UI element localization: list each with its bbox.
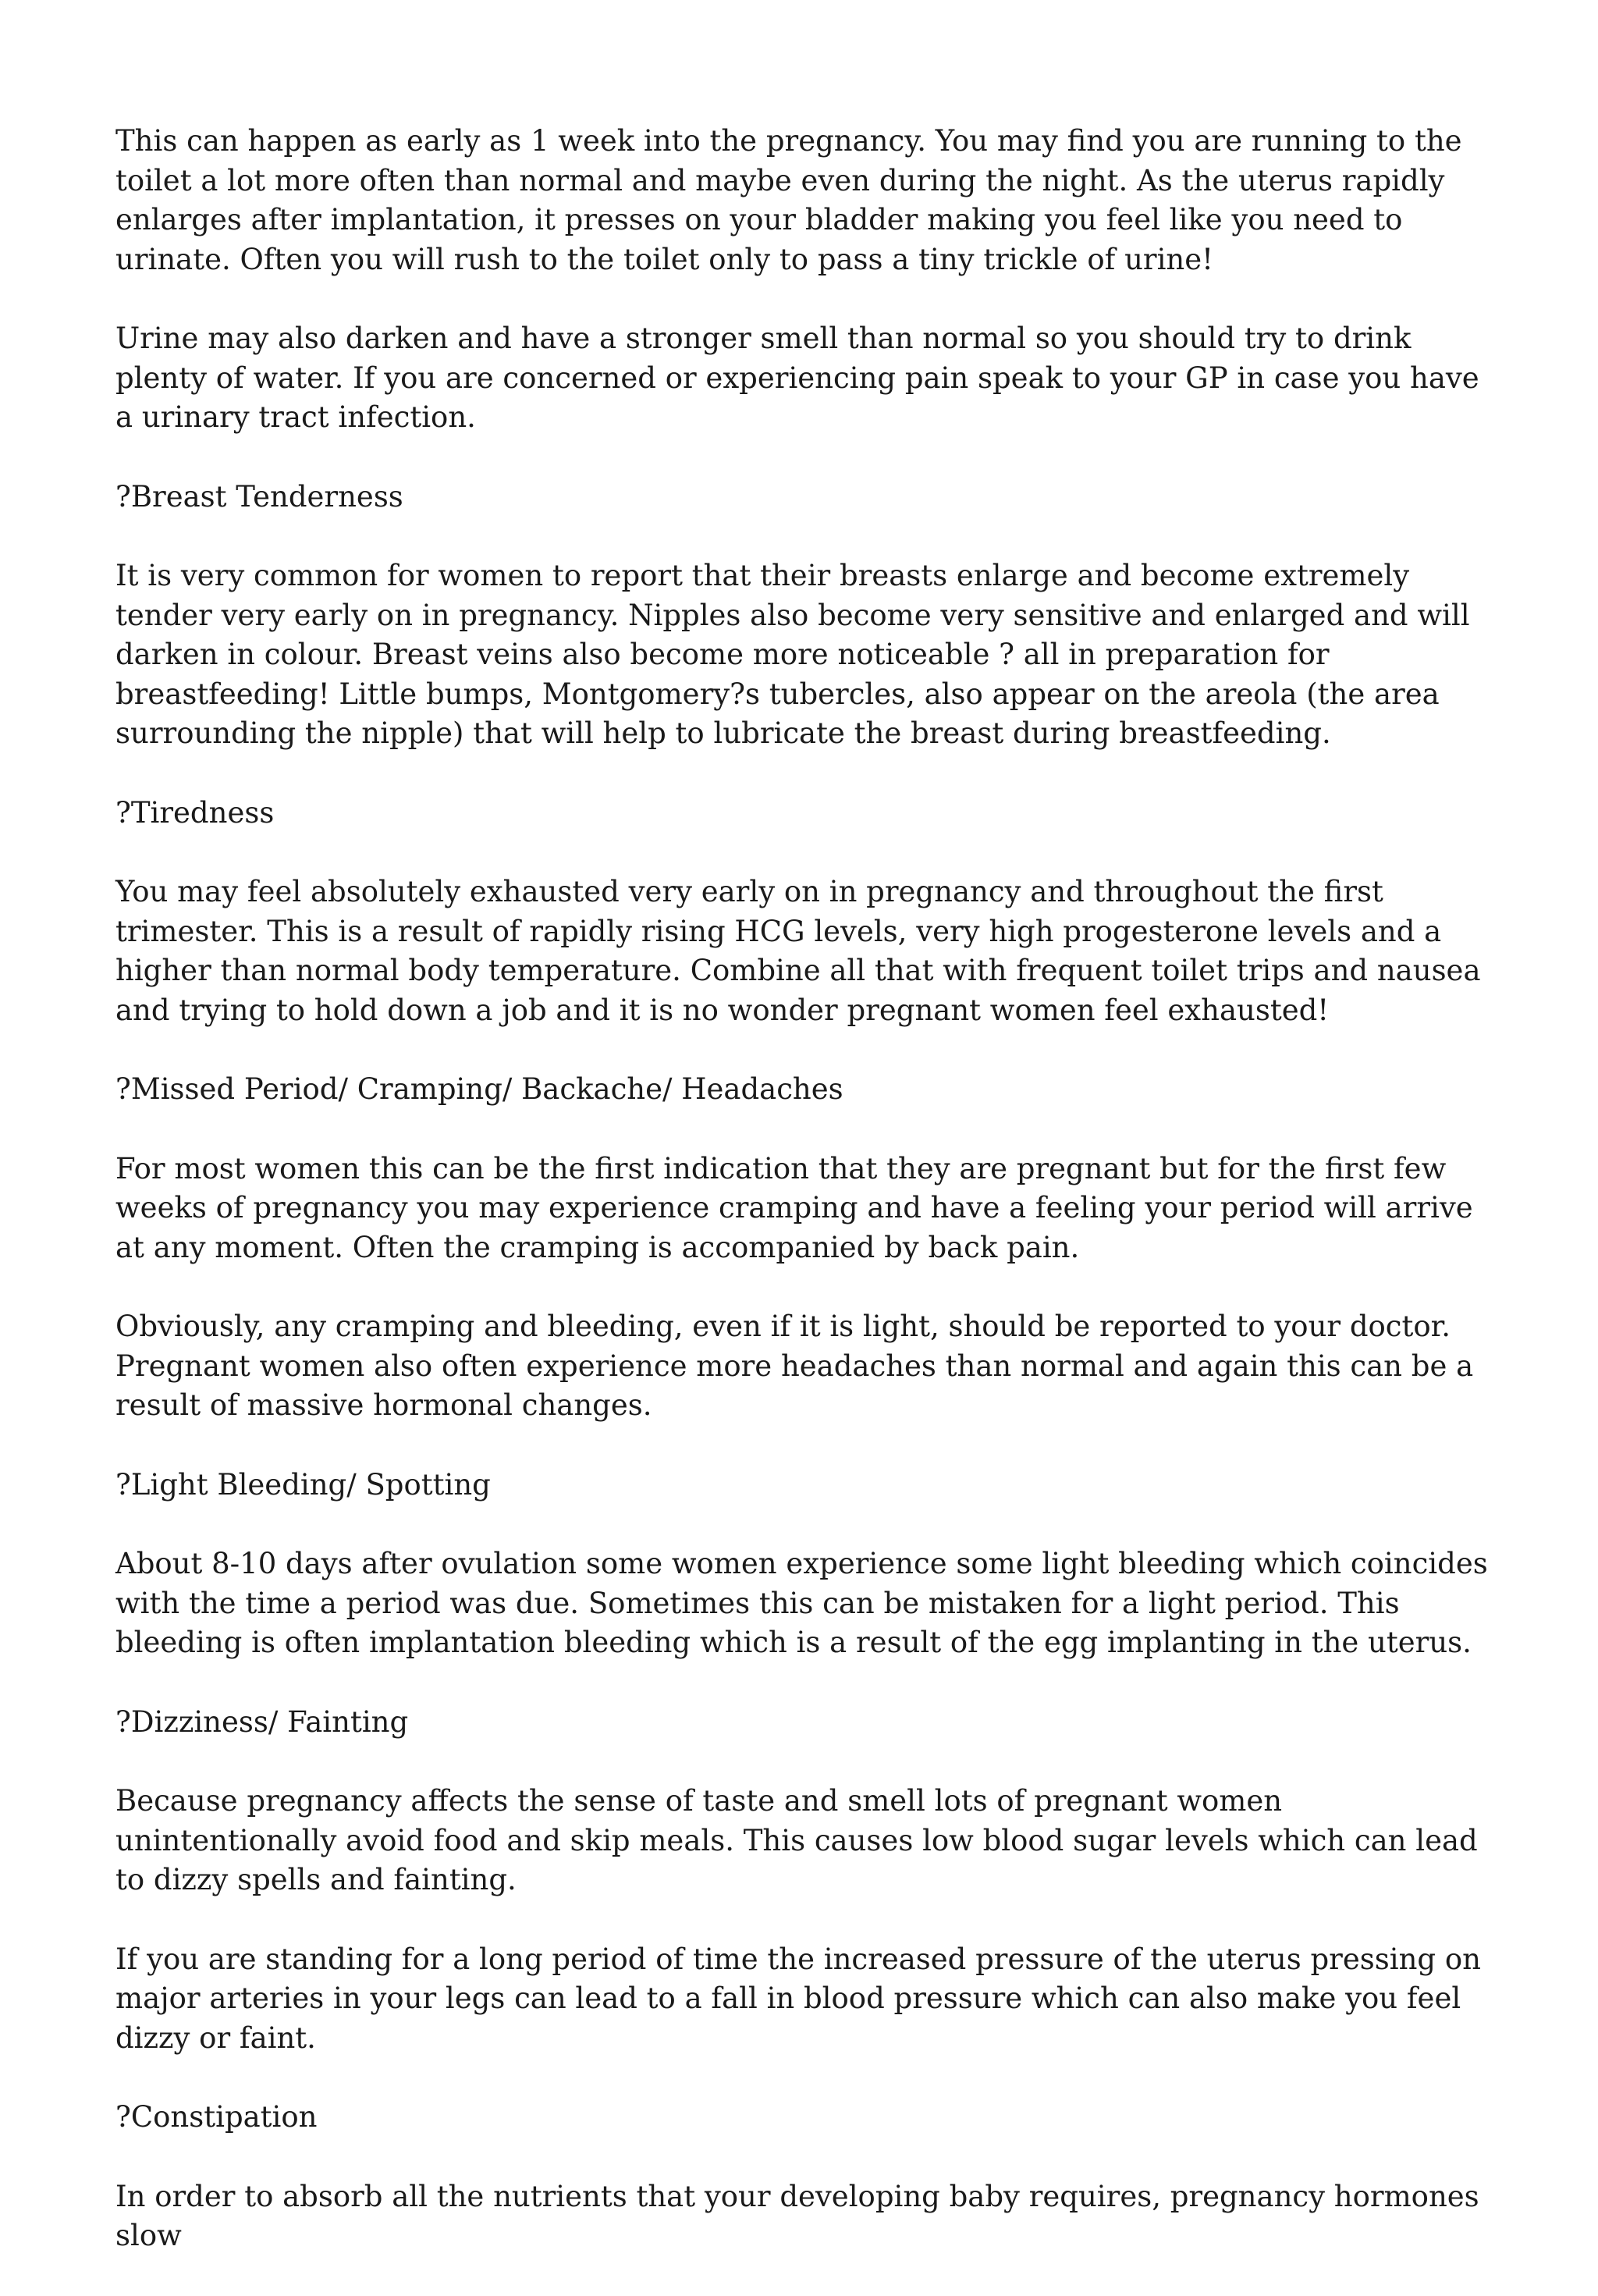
heading-constipation: ?Constipation bbox=[115, 2100, 318, 2134]
paragraph-urine-changes: Urine may also darken and have a stronger smell than normal so you should try to drink plenty of water. If you are concerned or experiencing pain speak to your GP in case you have a urinary tract infection. bbox=[115, 322, 1479, 434]
paragraph-blood-pressure: If you are standing for a long period of time the increased pressure of the uterus pressing on major arteries in your legs can lead to a fall in blood pressure which can also make you feel dizzy or faint. bbox=[115, 1942, 1481, 2055]
heading-tiredness: ?Tiredness bbox=[115, 795, 275, 830]
paragraph-missed-period: For most women this can be the first indication that they are pregnant but for the first few weeks of pregnancy you may experience cramping and have a feeling your period will arrive at any moment. Often the cramping is accompanied by back pain. bbox=[115, 1151, 1473, 1264]
paragraph-tiredness: You may feel absolutely exhausted very early on in pregnancy and throughout the first trimester. This is a result of rapidly rising HCG levels, very high progesterone levels and a higher than normal body temperature. Combine all that with frequent toilet trips and nausea and trying to hold down a job and it is no wonder pregnant women feel exhausted! bbox=[115, 875, 1481, 1027]
heading-light-bleeding: ?Light Bleeding/ Spotting bbox=[115, 1467, 491, 1502]
heading-breast-tenderness: ?Breast Tenderness bbox=[115, 479, 403, 514]
heading-dizziness: ?Dizziness/ Fainting bbox=[115, 1704, 409, 1739]
paragraph-dizziness: Because pregnancy affects the sense of taste and smell lots of pregnant women unintentionally avoid food and skip meals. This causes low blood sugar levels which can lead to dizzy spells and fainting. bbox=[115, 1784, 1478, 1896]
document-page bbox=[115, 122, 1504, 2296]
paragraph-breast-tenderness: It is very common for women to report that their breasts enlarge and become extremely tender very early on in pregnancy. Nipples also become very sensitive and enlarged and will darken in colour. Breast veins also become more noticeable ? all in preparation for breastfeeding! Little bumps, Montgomery?s tubercles, also appear on the areola (the area surrounding the nipple) that will help to lubricate the breast during breastfeeding. bbox=[115, 559, 1470, 750]
paragraph-cramping-bleeding: Obviously, any cramping and bleeding, even if it is light, should be reported to your doctor. Pregnant women also often experience more headaches than normal and again this can be a result of massive hormonal changes. bbox=[115, 1310, 1474, 1422]
paragraph-frequent-urination: This can happen as early as 1 week into the pregnancy. You may find you are running to the toilet a lot more often than normal and maybe even during the night. As the uterus rapidly enlarges after implantation, it presses on your bladder making you feel like you need to urinate. Often you will rush to the toilet only to pass a tiny trickle of urine! bbox=[115, 124, 1462, 276]
paragraph-light-bleeding: About 8-10 days after ovulation some women experience some light bleeding which coincides with the time a period was due. Sometimes this can be mistaken for a light period. This bleeding is often implantation bleeding which is a result of the egg implanting in the uterus. bbox=[115, 1547, 1488, 1659]
paragraph-constipation: In order to absorb all the nutrients that your developing baby requires, pregnancy hormones slow bbox=[115, 2179, 1479, 2252]
heading-missed-period: ?Missed Period/ Cramping/ Backache/ Headaches bbox=[115, 1072, 843, 1106]
